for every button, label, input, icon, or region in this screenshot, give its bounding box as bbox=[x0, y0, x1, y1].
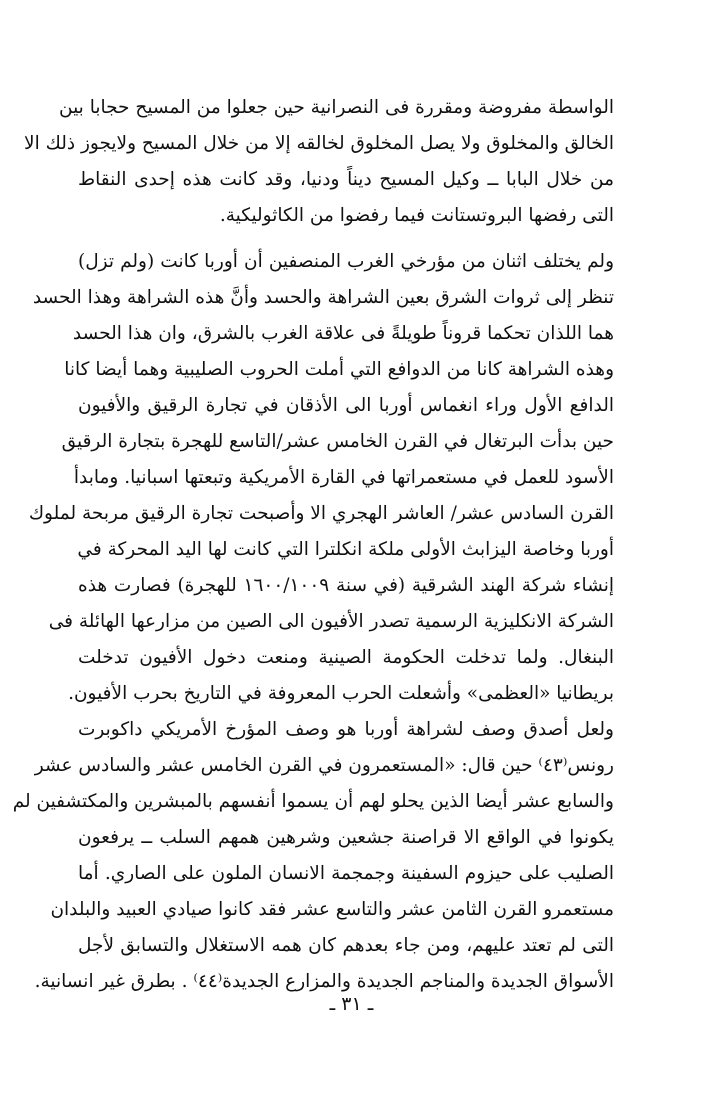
text-line: ولعل أصدق وصف لشراهة أوربا هو وصف المؤرخ الأمريكي داكوبرت bbox=[78, 719, 614, 740]
page-number: ـ ٣١ ـ bbox=[329, 993, 374, 1015]
text-line: يكونوا في الواقع الا قراصنة جشعين وشرهين همهم السلب ــ يرفعون bbox=[78, 827, 614, 848]
text-line: الخالق والمخلوق ولا يصل المخلوق لخالقه إلا من خلال المسيح ولايجوز ذلك الا bbox=[24, 133, 614, 154]
text-line: الدافع الأول وراء انغماس أوربا الى الأذقان في تجارة الرقيق والأفيون bbox=[78, 395, 614, 416]
text-line: أوربا وخاصة اليزابث الأولى ملكة انكلترا التي كانت لها اليد المحركة في bbox=[77, 539, 614, 560]
text-line: تنظر إلى ثروات الشرق بعين الشراهة والحسد وأنَّ هذه الشراهة وهذا الحسد bbox=[32, 287, 614, 308]
text-line: الأسواق الجديدة والمناجم الجديدة والمزارع الجديدة⁽٤٤⁾ . بطرق غير انسانية. bbox=[34, 971, 614, 992]
text-line: هما اللذان تحكما قروناً طويلةً فى علاقة الغرب بالشرق، وان هذا الحسد bbox=[72, 323, 614, 344]
text-line: والسابع عشر أيضا الذين يحلو لهم أن يسموا أنفسهم بالمبشرين والمكتشفين لم bbox=[12, 791, 614, 812]
text-line: من خلال البابا ــ وكيل المسيح ديناً ودنيا، وقد كانت هذه إحدى النقاط bbox=[78, 169, 614, 190]
text-line: مستعمرو القرن الثامن عشر والتاسع عشر فقد كانوا صيادي العبيد والبلدان bbox=[50, 899, 614, 920]
text-line: البنغال. ولما تدخلت الحكومة الصينية ومنعت دخول الأفيون تدخلت bbox=[78, 647, 614, 668]
text-line: الواسطة مفروضة ومقررة فى النصرانية حين جعلوا من المسيح حجابا بين bbox=[59, 97, 614, 118]
text-line: ولم يختلف اثنان من مؤرخي الغرب المنصفين أن أوربا كانت (ولم تزل) bbox=[78, 251, 614, 272]
text-line: التى رفضها البروتستانت فيما رفضوا من الكاثوليكية. bbox=[219, 205, 614, 226]
text-line: رونس⁽٤٣⁾ حين قال: «المستعمرون في القرن الخامس عشر والسادس عشر bbox=[34, 755, 614, 776]
text-line: حين بدأت البرتغال في القرن الخامس عشر/التاسع للهجرة بتجارة الرقيق bbox=[61, 431, 614, 452]
text-line: الصليب على حيزوم السفينة وجمجمة الانسان الملون على الصاري. أما bbox=[78, 863, 614, 884]
paragraph-2 bbox=[12, 244, 614, 1000]
text-line: التى لم تعتد عليهم، ومن جاء بعدهم كان همه الاستغلال والتسابق لأجل bbox=[78, 935, 614, 956]
text-line: إنشاء شركة الهند الشرقية (في سنة ١٦٠٠/١٠٠٩ للهجرة) فصارت هذه bbox=[78, 575, 614, 596]
text-line: بريطانيا «العظمى» وأشعلت الحرب المعروفة في التاريخ بحرب الأفيون. bbox=[68, 683, 614, 704]
paragraph-1 bbox=[24, 90, 614, 234]
text-line: الشركة الانكليزية الرسمية تصدر الأفيون الى الصين من مزارعها الهائلة فى bbox=[48, 611, 614, 632]
text-line: القرن السادس عشر/ العاشر الهجري الا وأصبحت تجارة الرقيق مربحة لملوك bbox=[28, 503, 614, 524]
text-line: وهذه الشراهة كانا من الدوافع التي أملت الحروب الصليبية وهما أيضا كانا bbox=[64, 359, 614, 380]
text-line: الأسود للعمل في مستعمراتها في القارة الأمريكية وتبعتها اسبانيا. ومابدأ bbox=[73, 467, 614, 488]
